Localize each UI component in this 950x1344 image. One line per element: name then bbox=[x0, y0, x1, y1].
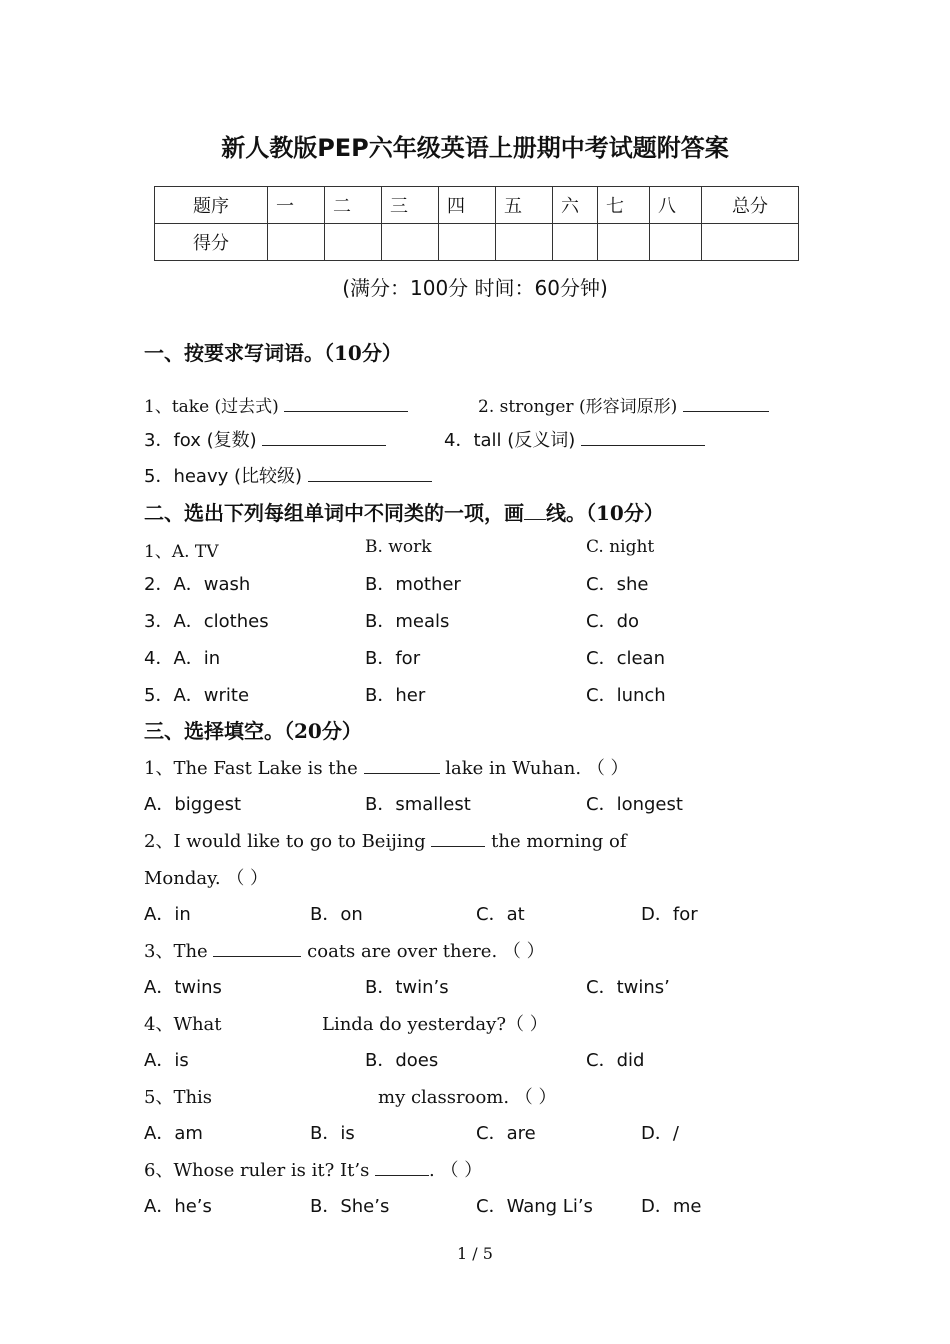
s1-question-3: 3．fox (复数) bbox=[144, 426, 386, 452]
s3-q4-option-a: A．is bbox=[144, 1050, 189, 1071]
score-cell bbox=[650, 224, 702, 261]
s2-row-5-c: C．lunch bbox=[586, 685, 666, 706]
s3-q5-option-d: D．/ bbox=[641, 1123, 679, 1144]
header-cell: 总分 bbox=[702, 187, 799, 224]
s3-q3-option-b: B．twin’s bbox=[365, 977, 449, 998]
s3-question-4-post: Linda do yesterday?（ ） bbox=[322, 1014, 548, 1035]
s2-row-3-a: 3．A．clothes bbox=[144, 611, 269, 632]
s3-q5-option-c: C．are bbox=[476, 1123, 536, 1144]
s3-q1-option-b: B．smallest bbox=[365, 794, 471, 815]
s2-row-2-b: B．mother bbox=[365, 574, 461, 595]
s3-q3-option-c: C．twins’ bbox=[586, 977, 670, 998]
s2-row-1-b: B. work bbox=[365, 537, 432, 557]
answer-blank bbox=[262, 427, 386, 446]
s2-row-3-b: B．meals bbox=[365, 611, 450, 632]
s3-question-2-line2: Monday. （ ） bbox=[144, 868, 269, 889]
s3-question-1: 1、The Fast Lake is the lake in Wuhan. （ ） bbox=[144, 754, 629, 780]
section2-heading: 二、选出下列每组单词中不同类的一项，画 线。（10分） bbox=[144, 501, 664, 525]
header-cell: 五 bbox=[496, 187, 553, 224]
answer-blank bbox=[284, 393, 408, 412]
header-cell: 四 bbox=[439, 187, 496, 224]
s2-row-2-c: C．she bbox=[586, 574, 649, 595]
s1-question-1: 1、take (过去式) bbox=[144, 392, 408, 417]
s3-q5-option-b: B．is bbox=[310, 1123, 355, 1144]
score-cell bbox=[553, 224, 598, 261]
s2-row-1-a: 1、A. TV bbox=[144, 542, 219, 562]
score-cell bbox=[702, 224, 799, 261]
s3-q6-option-d: D．me bbox=[641, 1196, 702, 1217]
answer-blank bbox=[213, 938, 301, 957]
s2-row-4-a: 4．A．in bbox=[144, 648, 221, 669]
s2-row-5-b: B．her bbox=[365, 685, 426, 706]
s3-q4-option-c: C．did bbox=[586, 1050, 645, 1071]
page-title: 新人教版PEP六年级英语上册期中考试题附答案 bbox=[221, 134, 729, 162]
s3-q2-option-c: C．at bbox=[476, 904, 525, 925]
score-table bbox=[154, 186, 799, 261]
header-cell: 一 bbox=[268, 187, 325, 224]
s3-q1-option-c: C．longest bbox=[586, 794, 683, 815]
s3-question-4-pre: 4、What bbox=[144, 1014, 222, 1035]
answer-blank bbox=[364, 755, 440, 774]
s2-row-2-a: 2．A．wash bbox=[144, 574, 251, 595]
header-cell: 题序 bbox=[155, 187, 268, 224]
score-cell bbox=[325, 224, 382, 261]
s2-row-5-a: 5．A．write bbox=[144, 685, 250, 706]
score-cell bbox=[598, 224, 650, 261]
header-cell: 七 bbox=[598, 187, 650, 224]
score-cell bbox=[268, 224, 325, 261]
score-table-score-row bbox=[155, 224, 799, 261]
exam-info: (满分：100分 时间：60分钟) bbox=[342, 276, 608, 300]
s3-q1-option-a: A．biggest bbox=[144, 794, 242, 815]
s2-row-3-c: C．do bbox=[586, 611, 640, 632]
page-number: 1 / 5 bbox=[457, 1244, 493, 1263]
answer-blank bbox=[375, 1157, 429, 1176]
score-table-header-row bbox=[155, 187, 799, 224]
score-cell bbox=[439, 224, 496, 261]
answer-blank bbox=[308, 463, 432, 482]
s3-question-5-post: my classroom. （ ） bbox=[378, 1087, 557, 1108]
s3-q3-option-a: A．twins bbox=[144, 977, 222, 998]
s2-row-4-b: B．for bbox=[365, 648, 421, 669]
section3-heading: 三、选择填空。（20分） bbox=[144, 719, 362, 743]
s3-question-6: 6、Whose ruler is it? It’s . （ ） bbox=[144, 1156, 482, 1182]
answer-blank bbox=[683, 393, 769, 412]
score-cell bbox=[496, 224, 553, 261]
s3-question-2: 2、I would like to go to Beijing the morning of bbox=[144, 827, 627, 853]
s2-row-1-c: C. night bbox=[586, 537, 655, 557]
s3-question-5-pre: 5、This bbox=[144, 1087, 213, 1108]
answer-blank bbox=[431, 828, 485, 847]
s2-row-4-c: C．clean bbox=[586, 648, 665, 669]
s3-q2-option-a: A．in bbox=[144, 904, 191, 925]
s3-q4-option-b: B．does bbox=[365, 1050, 439, 1071]
s1-question-4: 4．tall (反义词) bbox=[444, 426, 705, 452]
header-cell: 三 bbox=[382, 187, 439, 224]
s3-q5-option-a: A．am bbox=[144, 1123, 203, 1144]
s3-q6-option-c: C．Wang Li’s bbox=[476, 1196, 593, 1217]
answer-blank bbox=[581, 427, 705, 446]
s1-question-2: 2. stronger (形容词原形) bbox=[478, 392, 769, 417]
row-label-cell: 得分 bbox=[155, 224, 268, 261]
header-cell: 二 bbox=[325, 187, 382, 224]
score-cell bbox=[382, 224, 439, 261]
s3-q6-option-a: A．he’s bbox=[144, 1196, 212, 1217]
header-cell: 六 bbox=[553, 187, 598, 224]
s3-q6-option-b: B．She’s bbox=[310, 1196, 390, 1217]
s1-question-5: 5．heavy (比较级) bbox=[144, 462, 432, 488]
s3-question-3: 3、The coats are over there. （ ） bbox=[144, 937, 545, 963]
s3-q2-option-d: D．for bbox=[641, 904, 698, 925]
s3-q2-option-b: B．on bbox=[310, 904, 363, 925]
section1-heading: 一、按要求写词语。（10分） bbox=[144, 341, 402, 365]
underline-mark bbox=[524, 499, 546, 520]
header-cell: 八 bbox=[650, 187, 702, 224]
